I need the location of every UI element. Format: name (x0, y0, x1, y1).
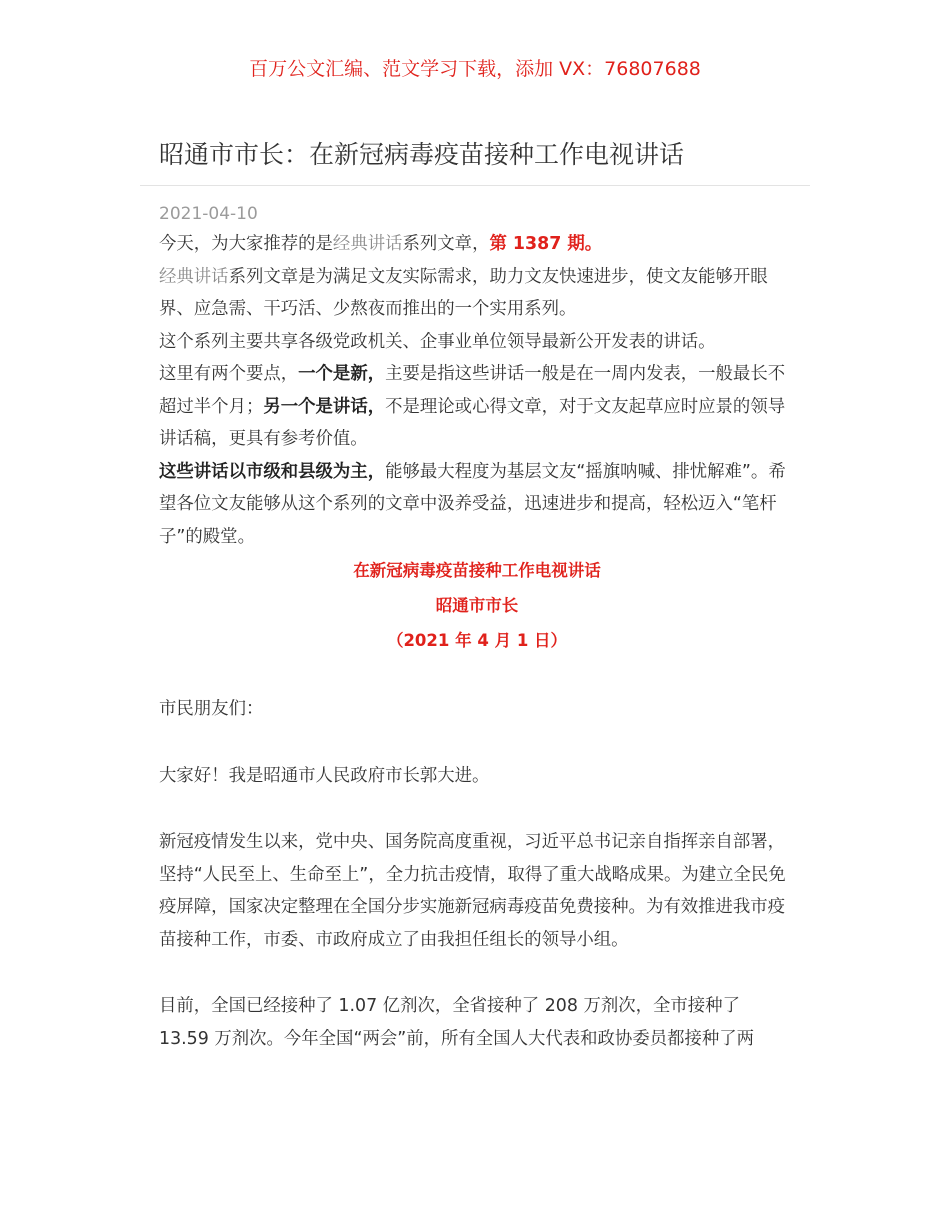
intro-paragraph-4 (159, 358, 795, 456)
intro-text: 系列文章是为满足文友实际需求，助力文友快速进步，使文友能够开眼界、应急需、干巧活、少熬夜而推出的一个实用系列。 (159, 266, 768, 319)
speech-speaker: 昭通市市长 (435, 596, 519, 615)
speech-paragraph-2: 目前，全国已经接种了 1.07 亿剂次，全省接种了 208 万剂次，全市接种了 13.59 万剂次。今年全国“两会”前，所有全国人大代表和政协委员都接种了两 (159, 996, 755, 1049)
speech-greeting: 大家好！我是昭通市人民政府市长郭大进。 (159, 765, 490, 786)
intro-text: 能够最大程度为基层文友“摇旗呐喊、排忧解难”。希望各位文友能够从这个系列的文章中汲养受益，迅速进步和提高，轻松迈入“笔杆子”的殿堂。 (159, 461, 786, 547)
intro-text: 这里有两个要点， (159, 364, 299, 384)
speech-heading: 在新冠病毒疫苗接种工作电视讲话 (353, 561, 601, 580)
series-name: 经典讲话 (332, 234, 403, 254)
key-point-speech: 另一个是讲话， (263, 396, 386, 417)
series-name: 经典讲话 (159, 266, 229, 287)
spacer (159, 726, 795, 760)
intro-text: 主要是指这些讲话一般是在一周内发表，一般最长不超过半个月； (159, 364, 786, 417)
issue-number: 第 1387 期。 (489, 234, 603, 254)
intro-text: 不是理论或心得文章，对于文友起草应时应景的领导讲话稿，更具有参考价值。 (159, 396, 786, 449)
intro-paragraph-1 (159, 228, 795, 261)
article-title: 昭通市市长：在新冠病毒疫苗接种工作电视讲话 (159, 140, 685, 169)
spacer (159, 658, 795, 693)
speech-paragraph-1: 新冠疫情发生以来，党中央、国务院高度重视，习近平总书记亲自指挥亲自部署，坚持“人民至上、生命至上”，全力抗击疫情，取得了重大战略成果。为建立全民免疫屏障，国家决定整理在全国分步实施新冠病毒疫苗免费接种。为有效推进我市疫苗接种工作，市委、市政府成立了由我担任组长的领导小组。 (159, 832, 786, 950)
article-date: 2021-04-10 (159, 204, 258, 224)
intro-paragraph-5 (159, 456, 795, 554)
spacer (159, 956, 795, 990)
speech-date: （2021 年 4 月 1 日） (386, 631, 568, 650)
intro-paragraph-3: 这个系列主要共享各级党政机关、企事业单位领导最新公开发表的讲话。 (159, 331, 716, 352)
article-body (159, 200, 795, 1055)
spacer (159, 792, 795, 826)
key-point-level: 这些讲话以市级和县级为主， (159, 461, 386, 482)
intro-text: 今天，为大家推荐的是 (159, 234, 333, 254)
intro-paragraph-2 (159, 261, 795, 326)
key-point-new: 一个是新， (298, 364, 386, 384)
speech-salutation: 市民朋友们： (159, 699, 264, 719)
title-divider (140, 185, 810, 186)
intro-text: 系列文章， (402, 234, 490, 254)
promo-banner: 百万公文汇编、范文学习下载，添加 VX：76807688 (249, 58, 701, 80)
